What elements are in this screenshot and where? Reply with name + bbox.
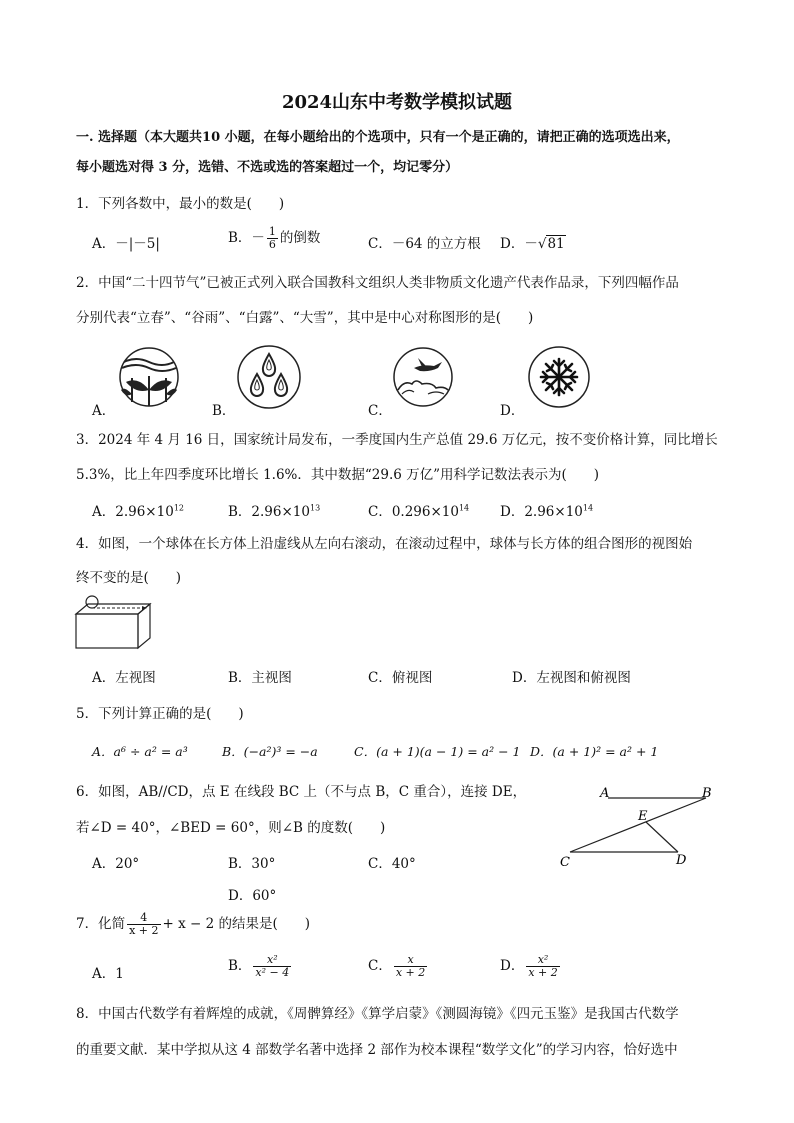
q2-line1: 2．中国“二十四节气”已被正式列入联合国教科文组织人类非物质文化遗产代表作品录，下列四幅作品 — [76, 275, 679, 291]
q1-option-b[interactable]: B．－ $\frac{1}{6}$ 的倒数 — [228, 225, 321, 251]
q1-option-d[interactable]: D．－√81 — [500, 236, 565, 252]
q3-line2: 5.3%，比上年四季度环比增长 1.6%．其中数据“29.6 万亿”用科学记数法表示为( ) — [76, 467, 600, 483]
point-d-label: D — [676, 853, 687, 868]
q4-option-c[interactable]: C．俯视图 — [368, 670, 433, 686]
q3-option-d[interactable]: D．$2.96\times 10^{14}$ — [500, 503, 594, 520]
q7-option-d[interactable]: D． $\frac{\text{x²}}{x + 2}$ — [500, 953, 558, 979]
q4-option-a[interactable]: A．左视图 — [92, 670, 156, 686]
q1-option-c[interactable]: C．－64 的立方根 — [368, 236, 481, 252]
section-instructions-line2: 每小题选对得 3 分，选错、不选或选的答案超过一个，均记零分） — [76, 160, 459, 175]
q6-line1: 6．如图，AB//CD，点 E 在线段 BC 上（不与点 B，C 重合），连接 DE， — [76, 784, 527, 800]
q6-option-b[interactable]: B．30° — [228, 856, 276, 872]
q4-option-b[interactable]: B．主视图 — [228, 670, 292, 686]
guyu-raindrops-image — [236, 344, 302, 410]
q7-option-a[interactable]: A．1 — [92, 966, 124, 982]
ball-on-cuboid-figure — [74, 596, 164, 656]
q2-option-b[interactable]: B． — [212, 403, 236, 419]
q6-geometry-figure — [560, 780, 720, 870]
q7-option-b[interactable]: B． $\frac{\text{x²}}{\text{x² − 4}}$ — [228, 953, 290, 979]
q4-line2: 终不变的是( ) — [76, 570, 182, 586]
q1-stem: 1．下列各数中，最小的数是( ) — [76, 196, 285, 212]
q5-option-c[interactable]: C．(a + 1)(a − 1) = a² − 1 — [354, 744, 521, 759]
q6-line2: 若∠D = 40°，∠BED = 60°，则∠B 的度数( ) — [76, 820, 386, 836]
q7-stem: 7．化简 $\frac{4}{x + 2}$ + x − 2 的结果是( ) — [76, 911, 311, 937]
q3-option-a[interactable]: A．$2.96\times 10^{12}$ — [92, 503, 184, 520]
q2-line2: 分别代表“立春”、“谷雨”、“白露”、“大雪”，其中是中心对称图形的是( ) — [76, 310, 534, 326]
point-c-label: C — [560, 855, 570, 870]
point-b-label: B — [702, 786, 712, 801]
q4-option-d[interactable]: D．左视图和俯视图 — [512, 670, 631, 686]
q2-option-a[interactable]: A． — [92, 403, 116, 419]
q1-option-a[interactable]: A．－|－5| — [92, 236, 160, 252]
q3-option-c[interactable]: C．$0.296\times 10^{14}$ — [368, 503, 470, 520]
daxue-snowflake-image — [527, 345, 591, 409]
q6-option-a[interactable]: A．20° — [92, 856, 140, 872]
page-title: 2024山东中考数学模拟试题 — [281, 92, 513, 113]
q6-option-c[interactable]: C．40° — [368, 856, 416, 872]
point-e-label: E — [638, 809, 648, 824]
q2-option-d[interactable]: D． — [500, 403, 525, 419]
q3-line1: 3．2024 年 4 月 16 日，国家统计局发布，一季度国内生产总值 29.6 万亿元，按不变价格计算，同比增长 — [76, 432, 718, 448]
lichun-sprout-image — [118, 346, 180, 408]
point-a-label: A — [600, 786, 610, 801]
q4-line1: 4．如图，一个球体在长方体上沿虚线从左向右滚动，在滚动过程中，球体与长方体的组合图形的视图始 — [76, 536, 693, 552]
q3-option-b[interactable]: B．$2.96\times 10^{13}$ — [228, 503, 321, 520]
q8-line1: 8．中国古代数学有着辉煌的成就，《周髀算经》《算学启蒙》《测圆海镜》《四元玉鉴》是我国古代数学 — [76, 1006, 679, 1022]
q2-option-c[interactable]: C． — [368, 403, 392, 419]
q5-option-d[interactable]: D．(a + 1)² = a² + 1 — [530, 744, 659, 759]
q5-option-b[interactable]: B．(−a²)³ = −a — [222, 744, 318, 759]
q8-line2: 的重要文献．某中学拟从这 4 部数学名著中选择 2 部作为校本课程“数学文化”的学习内容，恰好选中 — [76, 1042, 678, 1058]
q7-option-c[interactable]: C． $\frac{x}{x + 2}$ — [368, 953, 426, 979]
q5-stem: 5．下列计算正确的是( ) — [76, 706, 244, 722]
q6-option-d[interactable]: D．60° — [228, 888, 277, 904]
bailu-bird-image — [392, 346, 454, 408]
section-instructions-line1: 一. 选择题（本大题共10 小题，在每小题给出的个选项中，只有一个是正确的，请把正确的选项选出来， — [76, 130, 680, 145]
q5-option-a[interactable]: A．a⁶ ÷ a² = a³ — [92, 744, 188, 759]
